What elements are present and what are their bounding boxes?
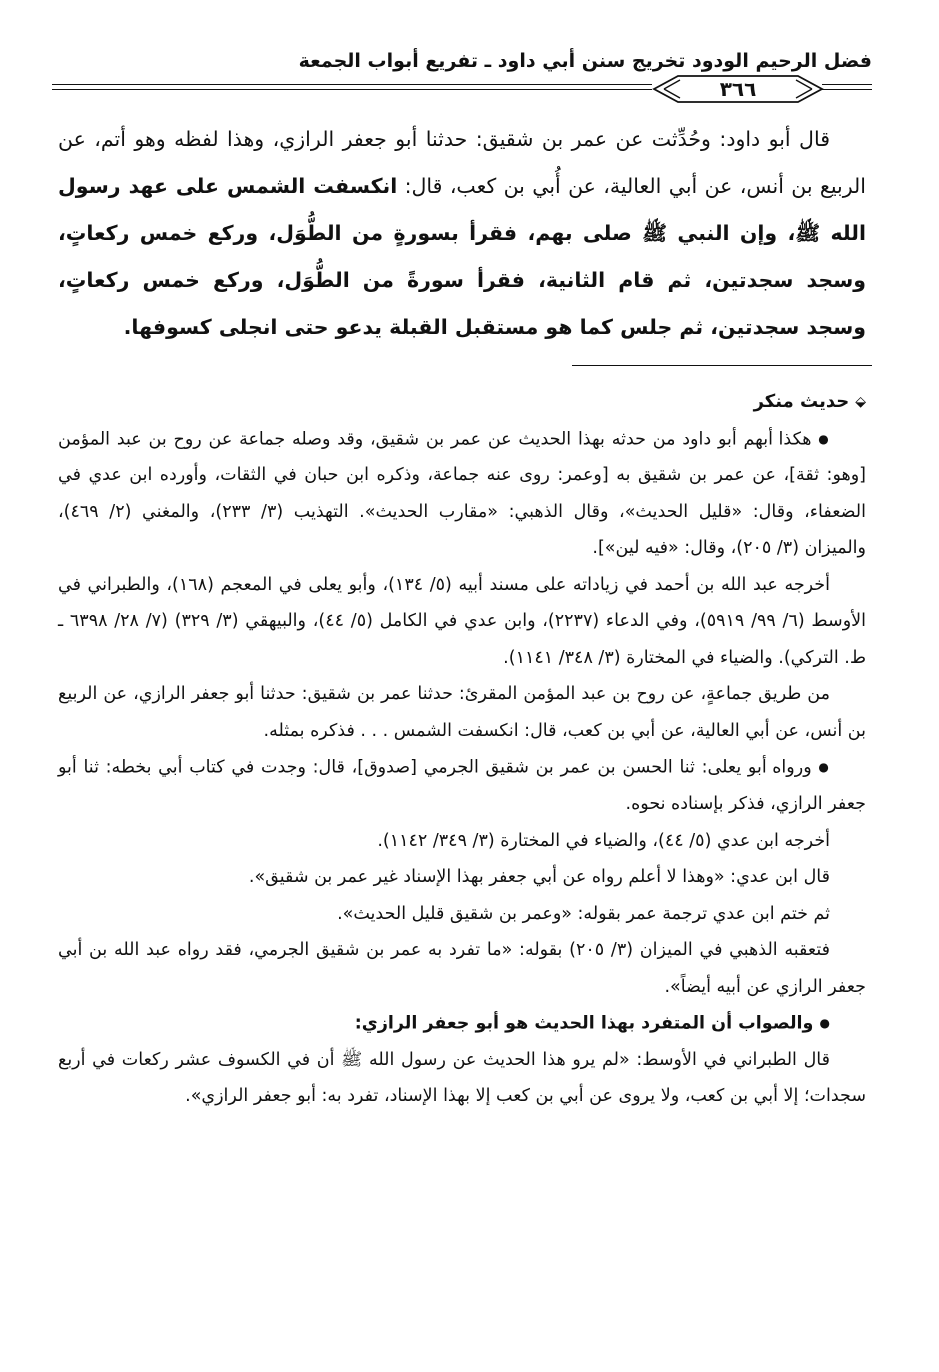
- note-paragraph: [58, 823, 866, 860]
- footnote-separator: [572, 365, 872, 366]
- note-paragraph: [58, 859, 866, 896]
- main-text: [52, 116, 872, 351]
- page-number-frame: [652, 74, 824, 104]
- note-subheading: [58, 1005, 866, 1042]
- note-text: ورواه أبو يعلى: ثنا الحسن بن عمر بن شقيق الجرمي [صدوق]، قال: وجدت في كتاب أبي بخطه: ثنا أبو جعفر الرازي، فذكر بإسناده نحوه.: [58, 757, 866, 814]
- circle-marker-icon: ●: [818, 431, 830, 446]
- ruling-mark-icon: ⬙: [855, 394, 866, 410]
- note-text: قال ابن عدي: «وهذا لا أعلم رواه عن أبي جعفر بهذا الإسناد غير عمر بن شقيق».: [248, 867, 830, 887]
- header-rule: [822, 84, 872, 85]
- header-rule: [52, 84, 652, 85]
- ruling-heading: [58, 384, 866, 421]
- note-text: أخرجه ابن عدي (٥/ ٤٤)، والضياء في المختارة (٣/ ٣٤٩/ ١١٤٢).: [377, 830, 830, 851]
- narration-intro: قال أبو داود: وحُدِّثت عن عمر بن شقيق: حدثنا أبو جعفر الرازي، وهذا لفظه وهو أتم، عن الربيع بن أنس، عن أبي العالية، عن أُبي بن كعب، قال:: [58, 127, 866, 198]
- note-paragraph: [58, 676, 866, 749]
- note-text: أخرجه عبد الله بن أحمد في زياداته على مسند أبيه (٥/ ١٣٤)، وأبو يعلى في المعجم (١٦٨)، والطبراني في الأوسط (٦/ ٩٩/ ٥٩١٩)، وفي الدعاء (٢٢٣٧)، وابن عدي في الكامل (٥/ ٤٤)، والبيهقي (٣/ ٣٢٩) (٧/ ٢٨/ ٦٣٩٨ ـ ط. التركي). والضياء في المختارة (٣/ ٣٤٨/ ١١٤١).: [58, 574, 866, 668]
- note-paragraph: [58, 567, 866, 677]
- running-title: فضل الرحيم الودود تخريج سنن أبي داود ـ تفريع أبواب الجمعة: [298, 50, 872, 72]
- note-paragraph: [58, 1042, 866, 1115]
- page-header: [52, 40, 872, 104]
- note-text: والصواب أن المتفرد بهذا الحديث هو أبو جعفر الرازي:: [354, 1013, 814, 1034]
- note-paragraph: [58, 932, 866, 1005]
- book-page: [52, 40, 872, 1115]
- page-number: ٣٦٦: [719, 77, 757, 101]
- note-paragraph: [58, 749, 866, 822]
- note-paragraph: [58, 896, 866, 933]
- note-text: من طريق جماعةٍ، عن روح بن عبد المؤمن المقرئ: حدثنا عمر بن شقيق: حدثنا أبو جعفر الرازي، عن الربيع بن أنس، عن أبي العالية، عن أبي بن كعب، قال: انكسفت الشمس . . . فذكره بمثله.: [58, 684, 866, 741]
- hadith-matn: انكسفت الشمس على عهد رسول الله ﷺ، وإن النبي ﷺ صلى بهم، فقرأ بسورةٍ من الطُّوَل، وركع خمس ركعاتٍ، وسجد سجدتين، ثم قام الثانية، فقرأ سورةً من الطُّوَل، وركع خمس ركعاتٍ، وسجد سجدتين، ثم جلس كما هو مستقبل القبلة يدعو حتى انجلى كسوفها.: [58, 174, 866, 339]
- bullet-icon: ●: [819, 1016, 830, 1030]
- hadith-paragraph: [58, 116, 866, 351]
- note-paragraph: [58, 421, 866, 567]
- header-rule: [822, 89, 872, 90]
- note-text: قال الطبراني في الأوسط: «لم يرو هذا الحديث عن رسول الله ﷺ أن في الكسوف عشر ركعات في أربع سجدات؛ إلا أبي بن كعب، ولا يروى عن أبي بن كعب إلا بهذا الإسناد، تفرد به: أبو جعفر الرازي».: [58, 1049, 866, 1107]
- header-rule: [52, 89, 652, 90]
- note-text: ثم ختم ابن عدي ترجمة عمر بقوله: «وعمر بن شقيق قليل الحديث».: [337, 903, 830, 924]
- circle-marker-icon: ●: [818, 760, 830, 775]
- commentary: [52, 384, 872, 1115]
- note-text: هكذا أبهم أبو داود من حدثه بهذا الحديث عن عمر بن شقيق، وقد وصله جماعة عن روح بن عبد المؤمن [وهو: ثقة]، عن عمر بن شقيق به [وعمر: روى عنه جماعة، وذكره ابن حبان في الثقات، وأورده ابن عدي في الضعفاء، وقال: «قليل الحديث»، وقال الذهبي: «مقارب الحديث». التهذيب (٣/ ٢٣٣)، والمغني (٢/ ٤٦٩)، والميزان (٣/ ٢٠٥)، وقال: «فيه لين»].: [58, 428, 867, 559]
- ruling-text: حديث منكر: [753, 391, 850, 412]
- note-text: فتعقبه الذهبي في الميزان (٣/ ٢٠٥) بقوله: «ما تفرد به عمر بن شقيق الجرمي، فقد رواه عبد الله بن أبي جعفر الرازي عن أبيه أيضاً».: [58, 940, 866, 997]
